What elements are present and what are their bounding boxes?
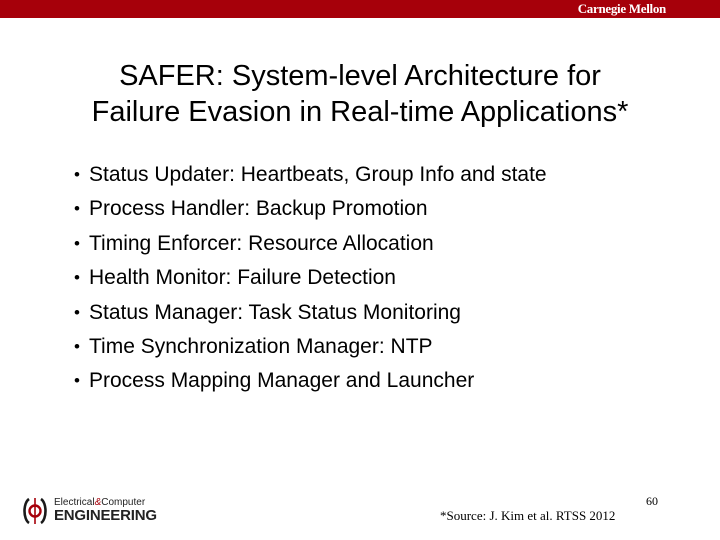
bullet-item xyxy=(74,192,547,226)
page-number: 60 xyxy=(646,494,658,508)
slide-title xyxy=(0,58,720,130)
logo-word-computer: Computer xyxy=(101,497,146,508)
bullet-item xyxy=(74,296,547,330)
slide-title-line-1: SAFER: System-level Architecture for xyxy=(119,60,601,92)
logo-ampersand: & xyxy=(94,497,102,508)
bullet-item xyxy=(74,364,547,398)
university-brand: Carnegie Mellon xyxy=(577,1,666,16)
logo-text-line-2: ENGINEERING xyxy=(54,507,157,524)
bullet-item xyxy=(74,158,547,192)
header-bar xyxy=(0,0,720,18)
bullet-item xyxy=(74,330,547,364)
slide-title-line-2: Failure Evasion in Real-time Applications* xyxy=(91,96,629,128)
bullet-text: Status Manager: Task Status Monitoring xyxy=(89,300,461,324)
bullet-marker: • xyxy=(74,302,80,322)
bullet-marker: • xyxy=(74,233,80,253)
bullet-list xyxy=(74,158,547,399)
bullet-text: Time Synchronization Manager: NTP xyxy=(89,334,433,358)
bullet-marker: • xyxy=(74,336,80,356)
bullet-marker: • xyxy=(74,268,80,288)
bullet-text: Process Handler: Backup Promotion xyxy=(89,197,428,221)
bullet-text: Process Mapping Manager and Launcher xyxy=(89,369,475,393)
bullet-marker: • xyxy=(74,199,80,219)
bullet-marker: • xyxy=(74,165,80,184)
logo-word-electrical: Electrical xyxy=(54,497,95,508)
bullet-item xyxy=(74,227,547,261)
source-citation: *Source: J. Kim et al. RTSS 2012 xyxy=(440,508,616,523)
bullet-marker: • xyxy=(74,371,80,391)
bullet-item xyxy=(74,261,547,295)
ece-logo xyxy=(20,494,165,526)
bullet-text: Status Updater: Heartbeats, Group Info and state xyxy=(89,163,547,186)
ece-logo-icon xyxy=(20,496,50,526)
bullet-text: Health Monitor: Failure Detection xyxy=(89,266,396,290)
bullet-text: Timing Enforcer: Resource Allocation xyxy=(89,231,434,255)
